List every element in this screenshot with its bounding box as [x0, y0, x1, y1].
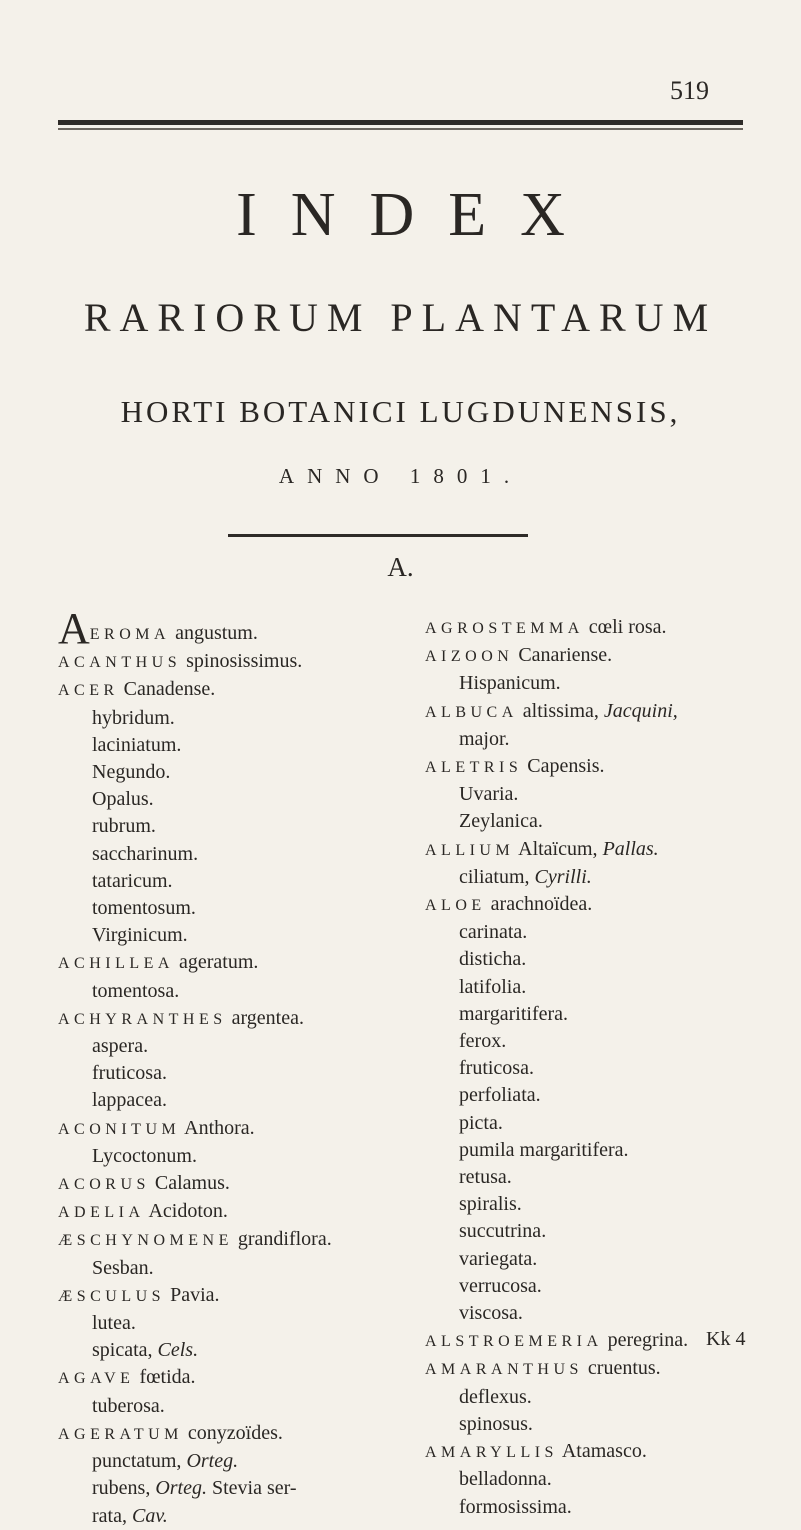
genus-entry [58, 604, 408, 653]
species-entry [425, 1218, 780, 1245]
species-name: Pavia. [170, 1283, 220, 1306]
species-name: ageratum. [178, 951, 259, 974]
species-name: major. [459, 727, 510, 750]
genus-entry [425, 836, 780, 864]
species-name: Zeylanica. [459, 810, 543, 833]
species-name: Acidoton. [148, 1200, 228, 1223]
species-name: Opalus. [92, 788, 154, 811]
title-anno: ANNO 1801. [278, 464, 523, 488]
author-name: Pallas. [602, 837, 659, 860]
genus-name: ALBUCA [425, 703, 518, 721]
species-entry [425, 1300, 780, 1327]
species-entry [425, 1082, 780, 1109]
species-entry [58, 1033, 408, 1060]
genus-name: ADELIA [58, 1204, 145, 1222]
species-entry [58, 1393, 408, 1420]
genus-name: AMARANTHUS [425, 1361, 583, 1379]
species-name: Virginicum. [92, 924, 188, 947]
species-name: Altaïcum, [518, 837, 598, 860]
genus-entry [58, 1198, 408, 1226]
top-rule [58, 120, 743, 125]
species-name: angustum. [175, 622, 258, 644]
species-name: tuberosa. [92, 1394, 165, 1417]
drop-initial: A [58, 604, 90, 653]
signature-mark: Kk 4 [706, 1328, 746, 1350]
species-entry [425, 1028, 780, 1055]
species-name: spicata, [92, 1339, 153, 1362]
species-name: Sesban. [92, 1256, 154, 1279]
species-name: succutrina. [459, 1220, 547, 1243]
genus-entry [58, 1115, 408, 1143]
title-horti-botanici: HORTI BOTANICI LUGDUNENSIS, [120, 394, 681, 429]
genus-entry [58, 1226, 408, 1254]
genus-name: AGERATUM [58, 1425, 183, 1443]
species-entry [425, 1137, 780, 1164]
species-name: Anthora. [184, 1116, 255, 1139]
species-name: margaritifera. [459, 1002, 569, 1025]
species-entry [425, 726, 780, 753]
title-index: INDEX [236, 181, 599, 249]
species-entry [58, 1475, 408, 1502]
species-entry [425, 1110, 780, 1137]
species-entry [58, 895, 408, 922]
species-entry [425, 781, 780, 808]
species-name: ciliatum, [459, 865, 530, 888]
species-name: latifolia. [459, 975, 527, 998]
species-entry [58, 978, 408, 1005]
species-name: arachnoïdea. [490, 893, 593, 916]
species-entry [425, 1466, 780, 1493]
species-entry [58, 786, 408, 813]
species-entry [58, 705, 408, 732]
continuation-text: Stevia ser- [207, 1477, 297, 1500]
author-name: Cels. [157, 1339, 199, 1362]
species-name: retusa. [459, 1166, 512, 1189]
species-name: spinosus. [459, 1412, 533, 1435]
species-entry [58, 1337, 408, 1364]
species-name: fruticosa. [459, 1057, 534, 1080]
species-entry [425, 1384, 780, 1411]
species-name: spinosissimus. [186, 650, 303, 673]
species-name: belladonna. [459, 1468, 552, 1491]
species-entry [425, 1164, 780, 1191]
species-name: peregrina. [607, 1329, 689, 1352]
species-name: formosissima. [459, 1495, 572, 1518]
species-name: disticha. [459, 948, 527, 971]
author-name: Orteg. [186, 1450, 239, 1473]
species-entry [425, 808, 780, 835]
genus-entry [58, 1364, 408, 1392]
species-name: Capensis. [527, 755, 605, 778]
species-name: lutea. [92, 1312, 136, 1335]
species-entry [58, 841, 408, 868]
genus-entry [425, 1438, 780, 1466]
genus-entry [58, 1170, 408, 1198]
genus-name: ACHYRANTHES [58, 1010, 227, 1028]
species-entry [425, 946, 780, 973]
genus-name: ÆSCULUS [58, 1287, 166, 1305]
genus-name: AIZOON [425, 648, 514, 666]
genus-name: AGROSTEMMA [425, 620, 584, 637]
author-name: Cav. [131, 1504, 168, 1527]
genus-name: EROMA [89, 626, 171, 643]
species-name: laciniatum. [92, 733, 182, 756]
species-entry [58, 759, 408, 786]
species-name: viscosa. [459, 1302, 523, 1325]
species-entry [58, 1255, 408, 1282]
genus-name: ACONITUM [58, 1120, 181, 1138]
species-entry [58, 1310, 408, 1337]
species-entry [58, 1060, 408, 1087]
species-name: altissima, [522, 699, 599, 722]
page-number: 519 [670, 76, 709, 105]
species-entry [425, 864, 780, 891]
genus-entry [58, 676, 408, 704]
species-name: fruticosa. [92, 1062, 167, 1085]
species-name: cruentus. [587, 1357, 661, 1380]
species-entry [425, 670, 780, 697]
species-name: argentea. [231, 1006, 304, 1029]
species-name: Lycoctonum. [92, 1144, 197, 1167]
species-entry [425, 1273, 780, 1300]
species-name: picta. [459, 1111, 503, 1134]
species-name: conyzoïdes. [187, 1421, 283, 1444]
species-name: tomentosa. [92, 979, 180, 1002]
species-name: Negundo. [92, 761, 171, 784]
genus-entry [58, 949, 408, 977]
species-entry [425, 1191, 780, 1218]
genus-entry [425, 1355, 780, 1383]
divider-rule [228, 534, 528, 537]
section-letter: A. [387, 552, 414, 582]
genus-name: ACORUS [58, 1176, 150, 1194]
top-rule-thin [58, 128, 743, 130]
genus-name: ACANTHUS [58, 654, 182, 672]
genus-entry [425, 753, 780, 781]
genus-name: ACHILLEA [58, 955, 174, 973]
author-name: Jacquini, [603, 699, 678, 722]
species-entry [425, 919, 780, 946]
species-name: tomentosum. [92, 897, 196, 920]
species-name: grandiflora. [237, 1228, 332, 1251]
species-name: lappacea. [92, 1089, 167, 1112]
species-name: pumila margaritifera. [459, 1138, 629, 1161]
species-name: tataricum. [92, 869, 173, 892]
right-column [425, 614, 780, 1521]
species-name: Canadense. [123, 678, 216, 701]
species-name: Uvaria. [459, 783, 519, 806]
genus-entry [425, 698, 780, 726]
species-name: verrucosa. [459, 1274, 542, 1297]
species-name: Hispanicum. [459, 672, 561, 695]
genus-entry [58, 648, 408, 676]
species-name: perfoliata. [459, 1084, 541, 1107]
species-entry [58, 1448, 408, 1475]
genus-name: ÆSCHYNOMENE [58, 1232, 233, 1250]
genus-name: ALETRIS [425, 759, 523, 777]
species-name: hybridum. [92, 706, 175, 729]
species-entry [58, 1087, 408, 1114]
author-name: Cyrilli. [534, 865, 592, 888]
genus-name: ALLIUM [425, 841, 515, 859]
genus-entry [58, 1282, 408, 1310]
species-name: Atamasco. [561, 1440, 647, 1463]
genus-name: ALOE [425, 897, 486, 915]
species-entry [425, 1411, 780, 1438]
species-entry [425, 974, 780, 1001]
species-entry [58, 922, 408, 949]
genus-entry [425, 614, 780, 642]
species-name: deflexus. [459, 1385, 532, 1408]
species-entry [425, 1055, 780, 1082]
genus-name: ALSTROEMERIA [425, 1333, 603, 1351]
species-entry [58, 813, 408, 840]
species-entry [425, 1001, 780, 1028]
species-name: Canariense. [518, 644, 613, 667]
genus-entry [58, 1005, 408, 1033]
species-name: cœli rosa. [588, 616, 667, 638]
species-name: variegata. [459, 1247, 538, 1270]
species-entry [58, 1143, 408, 1170]
genus-entry [425, 891, 780, 919]
species-name: fœtida. [139, 1366, 196, 1389]
species-name: carinata. [459, 921, 528, 944]
genus-name: AMARYLLIS [425, 1444, 558, 1462]
species-name: spiralis. [459, 1193, 522, 1216]
author-name: Orteg. [155, 1477, 207, 1500]
species-name: punctatum, [92, 1450, 182, 1473]
species-name: aspera. [92, 1035, 149, 1058]
species-entry [58, 732, 408, 759]
genus-name: AGAVE [58, 1370, 135, 1388]
title-rariorum-plantarum: RARIORUM PLANTARUM [83, 295, 718, 340]
species-name: rubrum. [92, 815, 156, 838]
genus-entry [425, 642, 780, 670]
species-name: ferox. [459, 1030, 507, 1053]
genus-name: ACER [58, 682, 119, 700]
species-entry [58, 868, 408, 895]
left-column [58, 604, 408, 1530]
species-entry [425, 1246, 780, 1273]
species-entry [58, 1503, 408, 1530]
species-entry [425, 1494, 780, 1521]
species-name: rubens, [92, 1477, 151, 1500]
species-name: Calamus. [154, 1172, 230, 1195]
species-name: saccharinum. [92, 842, 199, 865]
species-name: rata, [92, 1504, 127, 1527]
genus-entry [58, 1420, 408, 1448]
